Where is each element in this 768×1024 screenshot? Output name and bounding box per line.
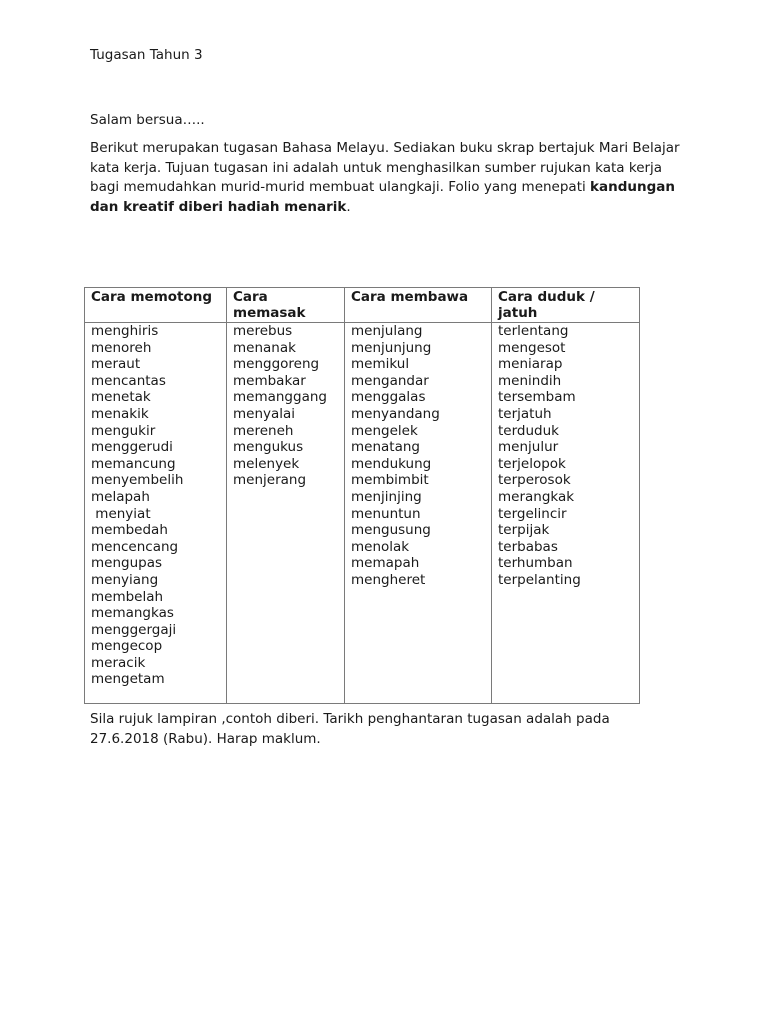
column-cell-cutting	[85, 323, 227, 704]
list-item: melapah	[91, 488, 150, 505]
list-item: terjatuh	[498, 405, 552, 422]
column-cell-carrying	[345, 323, 492, 704]
intro-end: .	[346, 198, 351, 215]
word-list-cutting	[91, 323, 220, 688]
verb-table	[84, 287, 640, 704]
list-item: mengukus	[233, 439, 304, 456]
list-item: menoreh	[91, 339, 152, 356]
list-item: mendukung	[351, 455, 432, 472]
list-item: memangkas	[91, 605, 174, 622]
list-item: terhumban	[498, 555, 573, 572]
list-item: terlentang	[498, 323, 569, 339]
list-item: menyiang	[91, 571, 159, 588]
list-item: menjulang	[351, 323, 423, 339]
closing-line-1: Sila rujuk lampiran ,contoh diberi. Tarikh penghantaran tugasan adalah pada	[90, 711, 610, 727]
list-item: meniarap	[498, 356, 563, 373]
list-item: menolak	[351, 538, 410, 555]
list-item: menetak	[91, 389, 151, 406]
column-header-cutting: Cara memotong	[85, 288, 227, 323]
column-cell-sitting-falling	[492, 323, 640, 704]
list-item: tergelincir	[498, 505, 567, 522]
column-cell-cooking	[227, 323, 345, 704]
table-body-row	[85, 323, 640, 704]
list-item: menggerudi	[91, 439, 173, 456]
list-item: menjunjung	[351, 339, 432, 356]
word-list-carrying	[351, 323, 485, 589]
list-item: terbabas	[498, 538, 558, 555]
list-item: menyiat	[91, 505, 151, 522]
list-item: mengetam	[91, 671, 165, 688]
list-item: menjulur	[498, 439, 559, 456]
intro-bold-text: kandungan dan kreatif diberi hadiah menarik	[90, 179, 676, 215]
list-item: menyembelih	[91, 472, 184, 489]
closing-paragraph	[90, 709, 690, 749]
intro-paragraph	[90, 139, 680, 217]
list-item: membelah	[91, 588, 164, 605]
closing-line-2: 27.6.2018 (Rabu). Harap maklum.	[90, 731, 321, 747]
list-item: membimbit	[351, 472, 429, 489]
list-item: meracik	[91, 654, 146, 671]
list-item: menggalas	[351, 389, 426, 406]
list-item: mengupas	[91, 555, 163, 572]
list-item: mengandar	[351, 372, 429, 389]
list-item: merebus	[233, 323, 293, 339]
list-item: terjelopok	[498, 455, 566, 472]
list-item: tersembam	[498, 389, 576, 406]
list-item: menjinjing	[351, 488, 422, 505]
list-item: mengukir	[91, 422, 156, 439]
list-item: terpijak	[498, 522, 550, 539]
list-item: menggergaji	[91, 621, 177, 638]
list-item: mengelek	[351, 422, 418, 439]
greeting-text: Salam bersua…..	[90, 112, 205, 128]
list-item: menjerang	[233, 472, 307, 489]
list-item: memancung	[91, 455, 176, 472]
list-item: menggoreng	[233, 356, 320, 373]
intro-text: Berikut merupakan tugasan Bahasa Melayu. Sediakan buku skrap bertajuk Mari Belajar kata kerja. Tujuan tugasan ini adalah untuk menghasilkan sumber rujukan kata kerja bagi memudahkan murid-murid membuat ulangkaji. Folio yang menepati	[90, 140, 680, 196]
list-item: mengheret	[351, 571, 426, 588]
list-item: mencencang	[91, 538, 179, 555]
list-item: memikul	[351, 356, 410, 373]
list-item: meraut	[91, 356, 141, 373]
list-item: menatang	[351, 439, 420, 456]
list-item: menakik	[91, 405, 149, 422]
list-item: mencantas	[91, 372, 166, 389]
word-list-sitting-falling	[498, 323, 633, 589]
list-item: menuntun	[351, 505, 421, 522]
column-header-cooking: Cara memasak	[227, 288, 345, 323]
list-item: menyalai	[233, 405, 296, 422]
document-heading: Tugasan Tahun 3	[90, 47, 203, 63]
list-item: memanggang	[233, 389, 327, 406]
list-item: membakar	[233, 372, 306, 389]
list-item: melenyek	[233, 455, 300, 472]
list-item: merangkak	[498, 488, 575, 505]
list-item: mengesot	[498, 339, 566, 356]
list-item: menyandang	[351, 405, 440, 422]
list-item: memapah	[351, 555, 420, 572]
list-item: membedah	[91, 522, 168, 539]
word-list-cooking	[233, 323, 338, 489]
list-item: mengusung	[351, 522, 431, 539]
column-header-carrying: Cara membawa	[345, 288, 492, 323]
list-item: menindih	[498, 372, 562, 389]
list-item: terduduk	[498, 422, 559, 439]
column-header-sitting-falling: Cara duduk / jatuh	[492, 288, 640, 323]
list-item: menghiris	[91, 323, 159, 339]
table-header-row	[85, 288, 640, 323]
list-item: terperosok	[498, 472, 571, 489]
list-item: mereneh	[233, 422, 294, 439]
list-item: mengecop	[91, 638, 163, 655]
list-item: terpelanting	[498, 571, 581, 588]
list-item: menanak	[233, 339, 296, 356]
